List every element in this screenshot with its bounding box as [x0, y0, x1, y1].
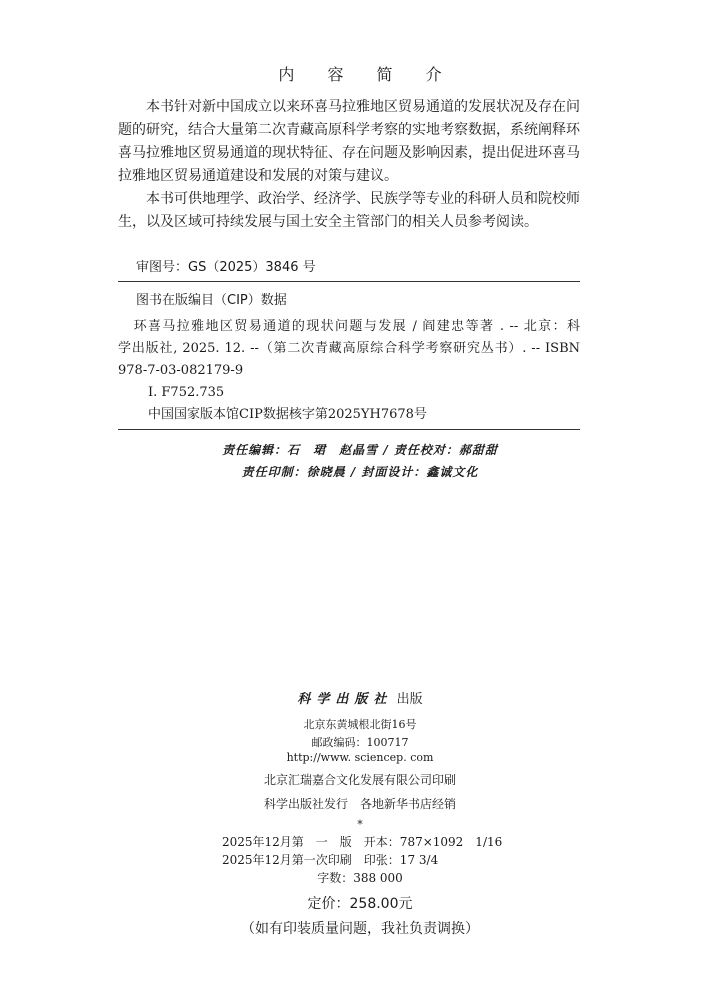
publisher-postcode: 邮政编码：100717 [311, 736, 409, 749]
printing-info: 2025年12月第一次印刷 印张：17 3/4 [222, 853, 439, 867]
divider-top [118, 281, 580, 282]
credits-editors: 责任编辑：石 珺 赵晶雪 / 责任校对：郝甜甜 [222, 443, 498, 457]
publisher-logo: 科学出版社 [297, 692, 393, 707]
divider-bottom [118, 429, 580, 430]
cip-classification: Ⅰ. F752.735 [148, 385, 225, 400]
edition-info: 2025年12月第 一 版 开本：787×1092 1/16 [222, 835, 503, 849]
publisher-line [0, 688, 720, 707]
cip-library-record: 中国国家版本馆CIP数据核字第2025YH7678号 [148, 407, 427, 422]
cip-isbn: 978-7-03-082179-9 [118, 363, 244, 378]
summary-paragraph-1: 本书针对新中国成立以来环喜马拉雅地区贸易通道的发展状况及存在问题的研究，结合大量第二次青藏高原科学考察的实地考察数据，系统阐释环喜马拉雅地区贸易通道的现状特征、存在问题及影响因素，提出促进环喜马拉雅地区贸易通道建设和发展的对策与建议。 [118, 99, 580, 184]
publisher-address: 北京东黄城根北街16号 [303, 718, 417, 731]
summary-paragraph-2: 本书可供地理学、政治学、经济学、民族学等专业的科研人员和院校师生，以及区域可持续发展与国土安全主管部门的相关人员参考阅读。 [118, 191, 580, 230]
publisher-website: http://www. sciencep. com [286, 751, 434, 764]
quality-notice: （如有印装质量问题，我社负责调换） [241, 921, 479, 937]
publisher-suffix: 出版 [396, 692, 423, 707]
price: 定价：258.00元 [307, 896, 413, 912]
summary-text [118, 96, 580, 234]
summary-title: 内 容 简 介 [278, 65, 456, 84]
cip-record [118, 316, 580, 426]
distribution: 科学出版社发行 各地新华书店经销 [263, 797, 456, 811]
cip-line-1: 环喜马拉雅地区贸易通道的现状问题与发展 / 阎建忠等著 . -- 北京：科 [133, 319, 580, 334]
credits-production: 责任印制：徐晓晨 / 封面设计：鑫诚文化 [241, 465, 479, 479]
cip-line-2: 学出版社, 2025. 12. --（第二次青藏高原综合科学考察研究丛书）. -- ISBN [118, 341, 580, 356]
map-review-number: 审图号：GS（2025）3846 号 [136, 260, 316, 275]
word-count: 字数：388 000 [317, 871, 403, 885]
separator-asterisk: * [357, 818, 363, 831]
cip-heading: 图书在版编目（CIP）数据 [136, 293, 287, 308]
printer: 北京汇瑞嘉合文化发展有限公司印刷 [263, 773, 456, 787]
